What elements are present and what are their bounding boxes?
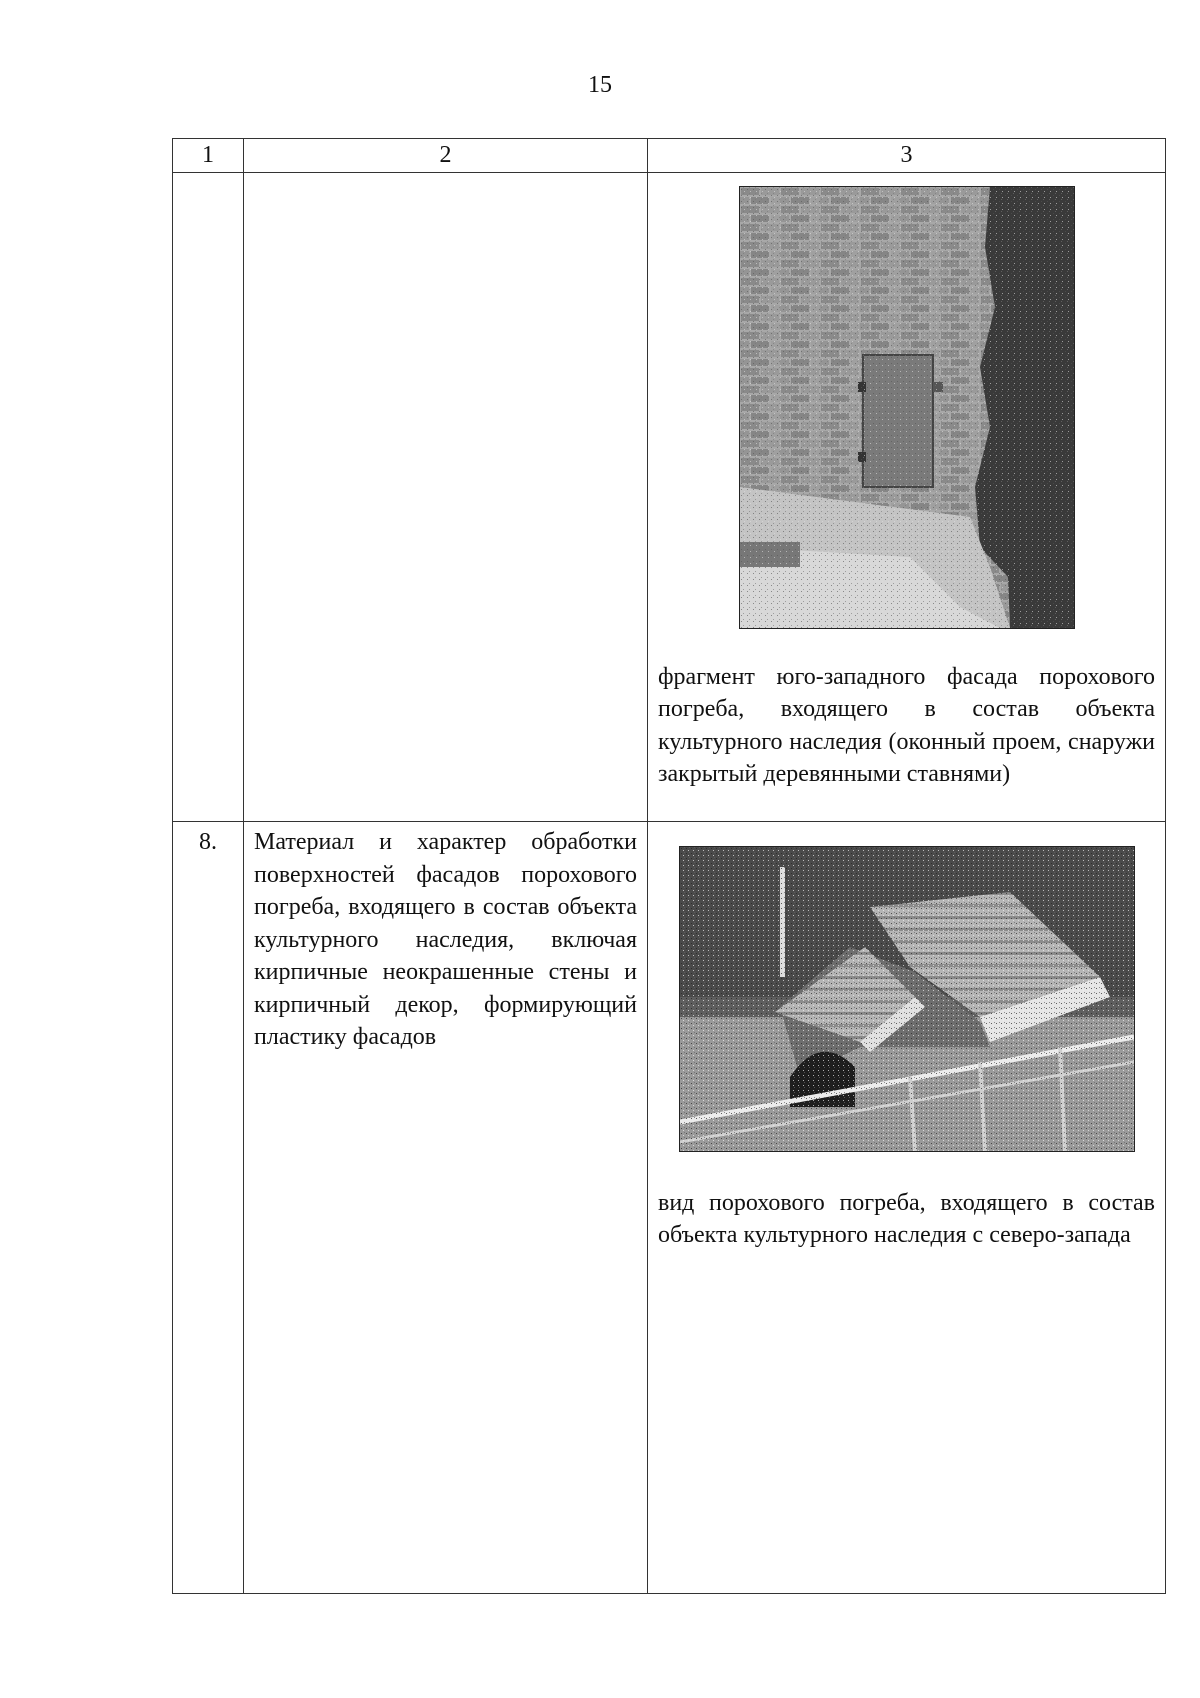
column-header-2: 2 [244, 139, 648, 173]
row-description [244, 173, 648, 822]
column-header-1: 1 [173, 139, 244, 173]
row-photo-cell [648, 173, 1166, 822]
column-header-3: 3 [648, 139, 1166, 173]
document-table [172, 138, 1166, 1594]
table-row [173, 173, 1166, 822]
row-description: Материал и характер обработки поверхностей фасадов порохового погреба, входящего в состав объекта культурного наследия, включая кирпичные неокрашенные стены и кирпичный декор, формирующий пластику фасадов [244, 822, 648, 1594]
row-photo-cell [648, 822, 1166, 1594]
row-number [173, 173, 244, 822]
row-number: 8. [173, 822, 244, 1594]
page-number: 15 [588, 72, 612, 98]
building-northwest-photo [679, 846, 1135, 1152]
door-fragment-photo [739, 186, 1075, 629]
table-header-row [173, 139, 1166, 173]
photo-caption: фрагмент юго-западного фасада порохового погреба, входящего в состав объекта культурного наследия (оконный проем, снаружи закрытый деревянными ставнями) [658, 663, 1155, 787]
photo-caption: вид порохового погреба, входящего в состав объекта культурного наследия с северо-запада [658, 1189, 1155, 1248]
table-row [173, 822, 1166, 1594]
